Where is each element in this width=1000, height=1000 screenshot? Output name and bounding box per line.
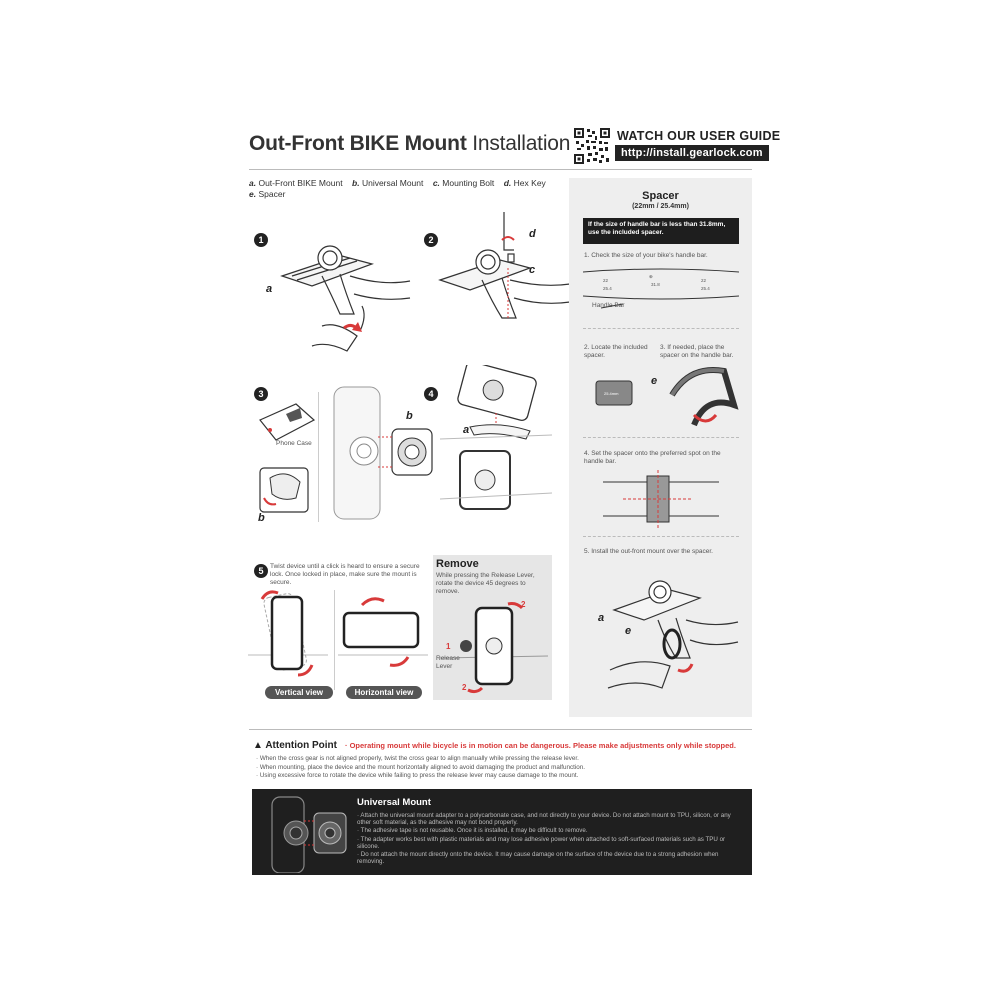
step-3-mount-illustration bbox=[330, 383, 440, 523]
warning-icon: ▲ bbox=[253, 740, 266, 751]
step-4-label-a: a bbox=[463, 424, 470, 436]
attention-line: · Using excessive force to rotate the device while failing to press the release lever may cause damage to the mount. bbox=[256, 772, 579, 779]
remove-step-2b: 2 bbox=[462, 683, 467, 692]
universal-mount-line: · The adhesive tape is not reusable. Once it is installed, it may be difficult to remove. bbox=[357, 827, 588, 835]
spacer-divider-3 bbox=[583, 536, 739, 537]
phone-case-label: Phone Case bbox=[276, 440, 312, 447]
release-lever-label: Release Lever bbox=[436, 655, 460, 670]
attention-line: · When the cross gear is not aligned properly, twist the cross gear to align manually while pressing the release lever. bbox=[256, 755, 579, 762]
spacer-divider-2 bbox=[583, 437, 739, 438]
spacer-step-2: 2. Locate the included spacer. bbox=[584, 344, 648, 359]
step-2-illustration bbox=[432, 210, 572, 350]
attention-divider bbox=[249, 729, 752, 730]
svg-text:22: 22 bbox=[701, 278, 707, 283]
universal-mount-illustration bbox=[262, 793, 350, 873]
universal-mount-title: Universal Mount bbox=[357, 797, 431, 808]
step-5-number: 5 bbox=[254, 564, 268, 578]
spacer-install-label-a: a bbox=[598, 612, 605, 624]
step-4-number: 4 bbox=[424, 387, 438, 401]
step-3-label-b: b bbox=[258, 512, 265, 524]
part-d: d. Hex Key bbox=[503, 178, 546, 188]
spacer-step-1: 1. Check the size of your bike's handle bar. bbox=[584, 252, 708, 259]
guide-label: WATCH OUR USER GUIDE bbox=[617, 129, 781, 143]
attention-title: ▲ Attention Point bbox=[253, 740, 337, 751]
step-3-divider bbox=[318, 392, 319, 522]
step-5-divider bbox=[334, 590, 335, 690]
remove-step-2a: 2 bbox=[521, 600, 526, 609]
svg-text:31.8: 31.8 bbox=[651, 282, 660, 287]
part-c: c. Mounting Bolt bbox=[432, 178, 495, 188]
horizontal-view-illustration bbox=[338, 595, 428, 675]
step-4-illustration bbox=[440, 365, 552, 525]
vertical-view-illustration bbox=[248, 585, 328, 685]
spacer-install-illustration bbox=[600, 560, 740, 690]
qr-code-icon bbox=[574, 128, 610, 164]
remove-illustration bbox=[440, 598, 548, 698]
part-b: b. Universal Mount bbox=[352, 178, 424, 188]
step-3-number: 3 bbox=[254, 387, 268, 401]
remove-step-1: 1 bbox=[446, 642, 451, 651]
step-1-label-a: a bbox=[266, 283, 273, 295]
step-1-illustration bbox=[262, 236, 412, 356]
step-2-label-d: d bbox=[529, 228, 536, 240]
step-3-label-b2: b bbox=[406, 410, 413, 422]
guide-url-link[interactable]: http://install.gearlock.com bbox=[615, 145, 769, 161]
spacer-title: Spacer bbox=[642, 190, 679, 202]
svg-text:25.4mm: 25.4mm bbox=[604, 391, 619, 396]
step-5-text: Twist device until a click is heard to ensure a secure lock. Once locked in place, make sure the mount is secure. bbox=[270, 563, 420, 586]
handle-bar-label: Handle Bar bbox=[592, 302, 625, 309]
part-a: a. Out-Front BIKE Mount bbox=[249, 178, 343, 188]
remove-title: Remove bbox=[436, 558, 479, 570]
universal-mount-line: · The adapter works best with plastic materials and may lose adhesive power when attached to soft-surfaced materials such as TPU or silicone. bbox=[357, 835, 726, 850]
svg-text:25.4: 25.4 bbox=[603, 286, 612, 291]
step-2-number: 2 bbox=[424, 233, 438, 247]
horizontal-view-label: Horizontal view bbox=[346, 686, 422, 699]
spacer-place-illustration bbox=[594, 365, 740, 435]
spacer-divider-1 bbox=[583, 328, 739, 329]
spacer-step-4: 4. Set the spacer onto the preferred spot on the handle bar. bbox=[584, 450, 721, 465]
remove-text: While pressing the Release Lever, rotate the device 45 degrees to remove. bbox=[436, 572, 535, 595]
spacer-set-illustration bbox=[583, 470, 739, 530]
step-2-label-c: c bbox=[529, 264, 536, 276]
part-e: e. Spacer bbox=[249, 189, 286, 199]
svg-text:25.4: 25.4 bbox=[701, 286, 710, 291]
spacer-step-5: 5. Install the out-front mount over the spacer. bbox=[584, 548, 713, 555]
spacer-label-e: e bbox=[651, 375, 658, 387]
spacer-subtitle: (22mm / 25.4mm) bbox=[632, 203, 689, 210]
step-3-press-illustration bbox=[256, 458, 316, 518]
step-1-number: 1 bbox=[254, 233, 268, 247]
parts-list bbox=[249, 178, 569, 200]
universal-mount-list bbox=[357, 812, 745, 866]
header-divider bbox=[249, 169, 752, 170]
attention-list bbox=[256, 755, 585, 781]
vertical-view-label: Vertical view bbox=[265, 686, 333, 699]
attention-warning: · Operating mount while bicycle is in motion can be dangerous. Please make adjustments only while stopped. bbox=[345, 741, 736, 750]
universal-mount-line: · Do not attach the mount directly onto the device. It may cause damage on the surface of the device due to a strong adhesion when removing. bbox=[357, 851, 719, 866]
spacer-step-3: 3. If needed, place the spacer on the handle bar. bbox=[660, 344, 734, 359]
svg-text:⊕: ⊕ bbox=[649, 274, 653, 279]
universal-mount-line: · Attach the universal mount adapter to a polycarbonate case, and not directly to your device. Do not attach mount to TPU, silicon, or any other soft material, as the adhesive may not bond properly. bbox=[357, 812, 731, 827]
svg-text:22: 22 bbox=[603, 278, 609, 283]
page-title: Out-Front BIKE Mount Installation bbox=[249, 132, 571, 155]
attention-line: · When mounting, place the device and the mount horizontally aligned to avoid damaging the product and malfunction. bbox=[256, 763, 586, 771]
spacer-notice: If the size of handle bar is less than 31.8mm, use the included spacer. bbox=[583, 218, 739, 244]
spacer-install-label-e: e bbox=[625, 625, 632, 637]
